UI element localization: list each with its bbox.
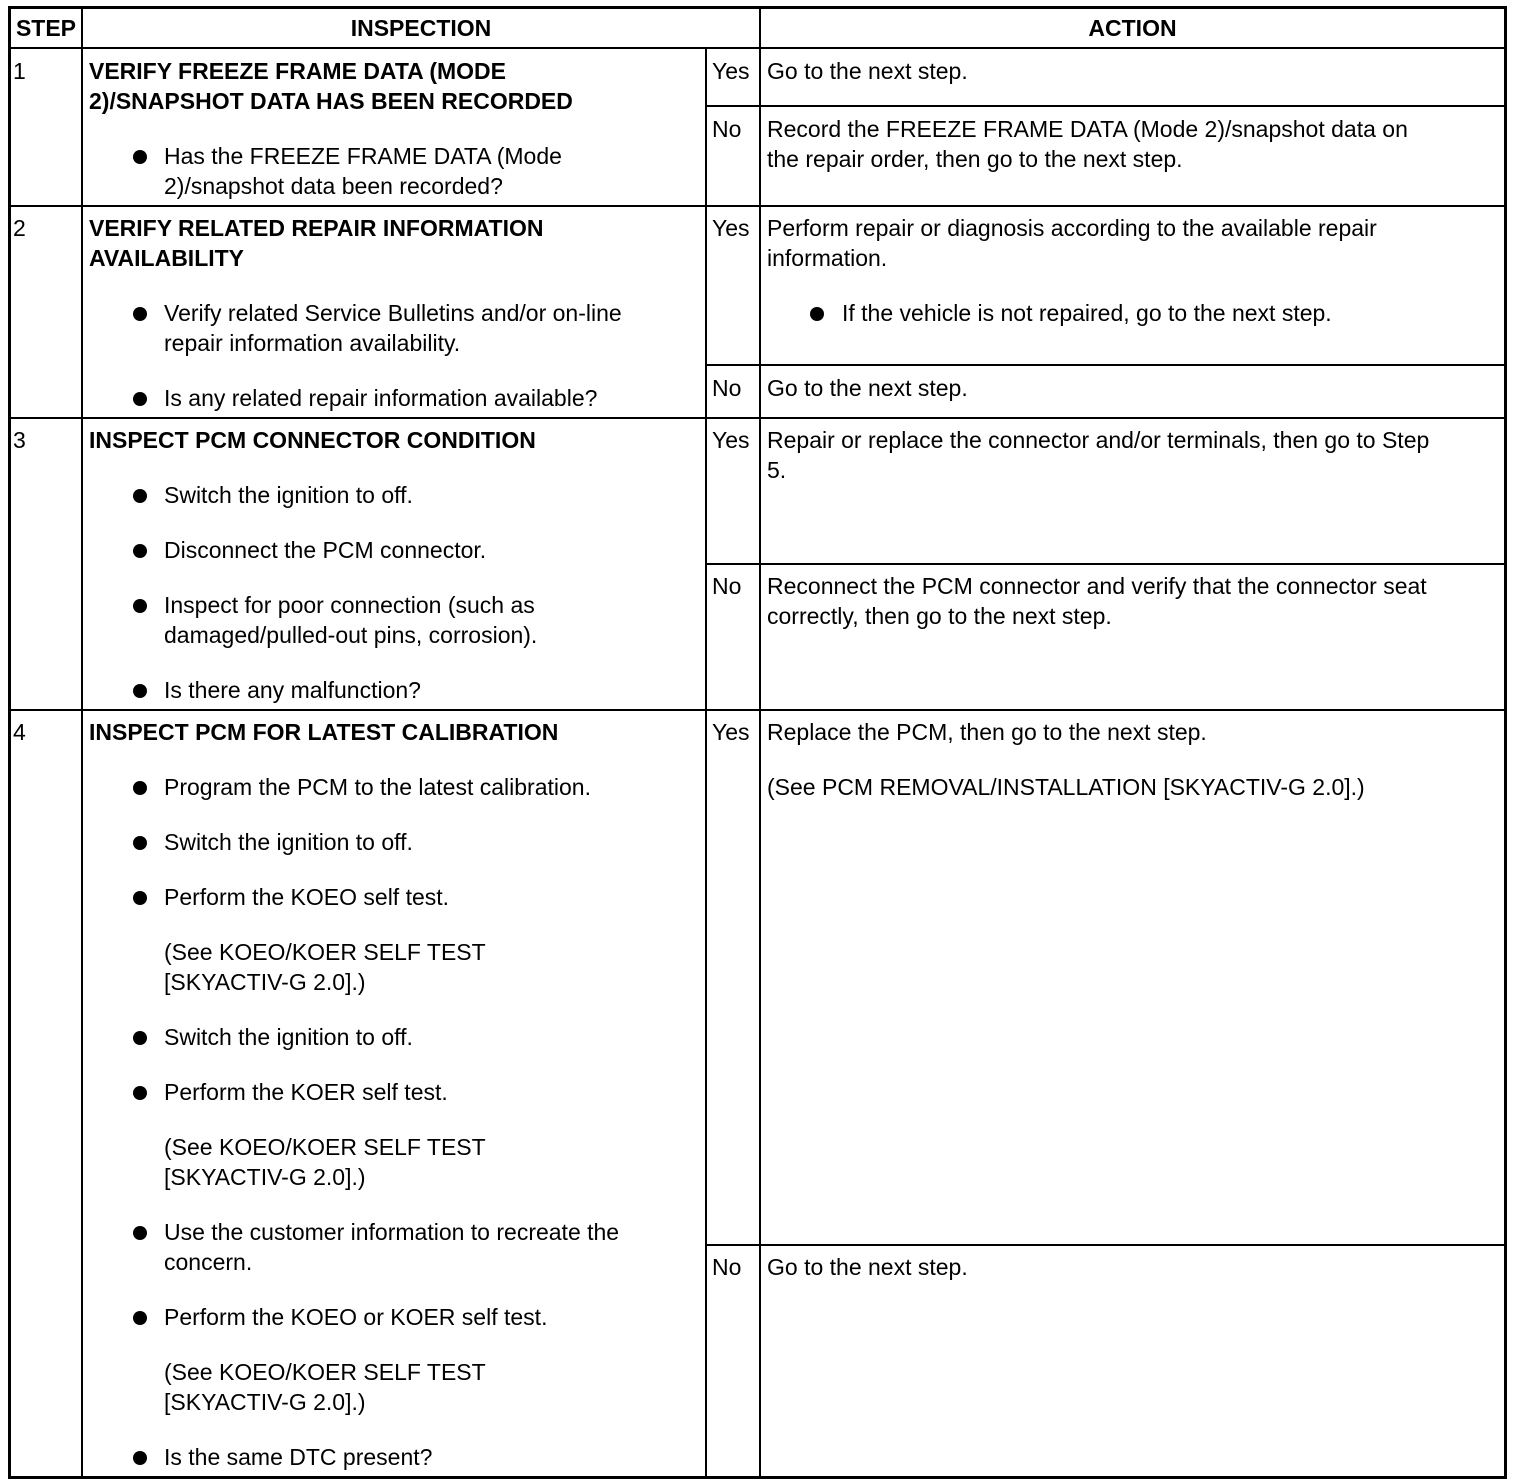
inspection-item-line: Program the PCM to the latest calibration.: [164, 774, 591, 800]
no-label: No: [712, 573, 742, 599]
reference-note-line: [SKYACTIV-G 2.0].): [164, 1389, 366, 1415]
border-bottom: [8, 1476, 1507, 1479]
inspection-item-line: Switch the ignition to off.: [164, 482, 413, 508]
step-number: 2: [13, 215, 26, 241]
step-number: 4: [13, 719, 26, 745]
inspection-item-line: Switch the ignition to off.: [164, 1024, 413, 1050]
yes-action-line: 5.: [767, 457, 787, 483]
no-action-line: Go to the next step.: [767, 375, 968, 401]
reference-note-line: [SKYACTIV-G 2.0].): [164, 969, 366, 995]
divider-yesno-1: [705, 105, 1507, 107]
yes-action-line: Go to the next step.: [767, 58, 968, 84]
inspection-item-line: Has the FREEZE FRAME DATA (Mode: [164, 143, 562, 169]
divider-header: [8, 47, 1507, 49]
yes-action-line: If the vehicle is not repaired, go to the next step.: [842, 300, 1332, 326]
inspection-item-line: Is any related repair information available?: [164, 385, 598, 411]
step-number: 3: [13, 427, 26, 453]
yes-action-line: Repair or replace the connector and/or terminals, then go to Step: [767, 427, 1430, 453]
inspection-item-line: Is there any malfunction?: [164, 677, 421, 703]
inspection-item-line: Use the customer information to recreate the: [164, 1219, 620, 1245]
no-action-line: Record the FREEZE FRAME DATA (Mode 2)/snapshot data on: [767, 116, 1408, 142]
bullet-icon: [133, 150, 147, 164]
bullet-icon: [133, 544, 147, 558]
inspection-item-line: concern.: [164, 1249, 253, 1275]
divider-yesno-2: [705, 364, 1507, 366]
bullet-icon: [133, 1451, 147, 1465]
bullet-icon: [810, 307, 824, 321]
yes-label: Yes: [712, 427, 750, 453]
inspection-item-line: Perform the KOEO or KOER self test.: [164, 1304, 548, 1330]
divider-step-col: [81, 6, 83, 1479]
inspection-item-line: Inspect for poor connection (such as: [164, 592, 535, 618]
yes-action-line: Replace the PCM, then go to the next step.: [767, 719, 1207, 745]
header-action: ACTION: [1088, 15, 1177, 41]
bullet-icon: [133, 836, 147, 850]
divider-row-3: [8, 709, 1507, 711]
border-left: [8, 6, 11, 1479]
step-title-line: INSPECT PCM CONNECTOR CONDITION: [89, 427, 536, 453]
yes-label: Yes: [712, 719, 750, 745]
no-label: No: [712, 116, 742, 142]
yes-action-line: information.: [767, 245, 888, 271]
inspection-item-line: Disconnect the PCM connector.: [164, 537, 487, 563]
bullet-icon: [133, 1226, 147, 1240]
reference-note-line: (See KOEO/KOER SELF TEST: [164, 1134, 486, 1160]
no-action-line: the repair order, then go to the next step.: [767, 146, 1183, 172]
bullet-icon: [133, 781, 147, 795]
inspection-item-line: damaged/pulled-out pins, corrosion).: [164, 622, 538, 648]
no-label: No: [712, 375, 742, 401]
border-right: [1504, 6, 1507, 1479]
divider-yesno-3: [705, 563, 1507, 565]
bullet-icon: [133, 307, 147, 321]
inspection-item-line: 2)/snapshot data been recorded?: [164, 173, 503, 199]
reference-note-line: (See KOEO/KOER SELF TEST: [164, 939, 486, 965]
inspection-item-line: Perform the KOEO self test.: [164, 884, 450, 910]
no-action-line: correctly, then go to the next step.: [767, 603, 1112, 629]
yes-action-line: Perform repair or diagnosis according to the available repair: [767, 215, 1377, 241]
bullet-icon: [133, 489, 147, 503]
inspection-item-line: repair information availability.: [164, 330, 461, 356]
inspection-item-line: Verify related Service Bulletins and/or on-line: [164, 300, 622, 326]
divider-row-2: [8, 417, 1507, 419]
step-title-line: 2)/SNAPSHOT DATA HAS BEEN RECORDED: [89, 88, 573, 114]
no-action-line: Go to the next step.: [767, 1254, 968, 1280]
step-title-line: INSPECT PCM FOR LATEST CALIBRATION: [89, 719, 559, 745]
bullet-icon: [133, 392, 147, 406]
bullet-icon: [133, 891, 147, 905]
divider-row-1: [8, 205, 1507, 207]
bullet-icon: [133, 684, 147, 698]
bullet-icon: [133, 1031, 147, 1045]
reference-note-line: (See KOEO/KOER SELF TEST: [164, 1359, 486, 1385]
divider-yesno-4: [705, 1244, 1507, 1246]
divider-action-col: [759, 6, 761, 1479]
step-title-line: AVAILABILITY: [89, 245, 245, 271]
header-step: STEP: [15, 15, 77, 41]
inspection-item-line: Switch the ignition to off.: [164, 829, 413, 855]
inspection-item-line: Is the same DTC present?: [164, 1444, 433, 1470]
bullet-icon: [133, 599, 147, 613]
reference-note-line: (See PCM REMOVAL/INSTALLATION [SKYACTIV-G 2.0].): [767, 774, 1365, 800]
border-top: [8, 6, 1507, 9]
step-title-line: VERIFY FREEZE FRAME DATA (MODE: [89, 58, 506, 84]
bullet-icon: [133, 1311, 147, 1325]
step-title-line: VERIFY RELATED REPAIR INFORMATION: [89, 215, 544, 241]
yes-label: Yes: [712, 58, 750, 84]
header-inspection: INSPECTION: [350, 15, 492, 41]
inspection-item-line: Perform the KOER self test.: [164, 1079, 448, 1105]
yes-label: Yes: [712, 215, 750, 241]
divider-yesno-col: [705, 48, 707, 1479]
no-action-line: Reconnect the PCM connector and verify that the connector seat: [767, 573, 1427, 599]
bullet-icon: [133, 1086, 147, 1100]
no-label: No: [712, 1254, 742, 1280]
step-number: 1: [13, 58, 26, 84]
reference-note-line: [SKYACTIV-G 2.0].): [164, 1164, 366, 1190]
